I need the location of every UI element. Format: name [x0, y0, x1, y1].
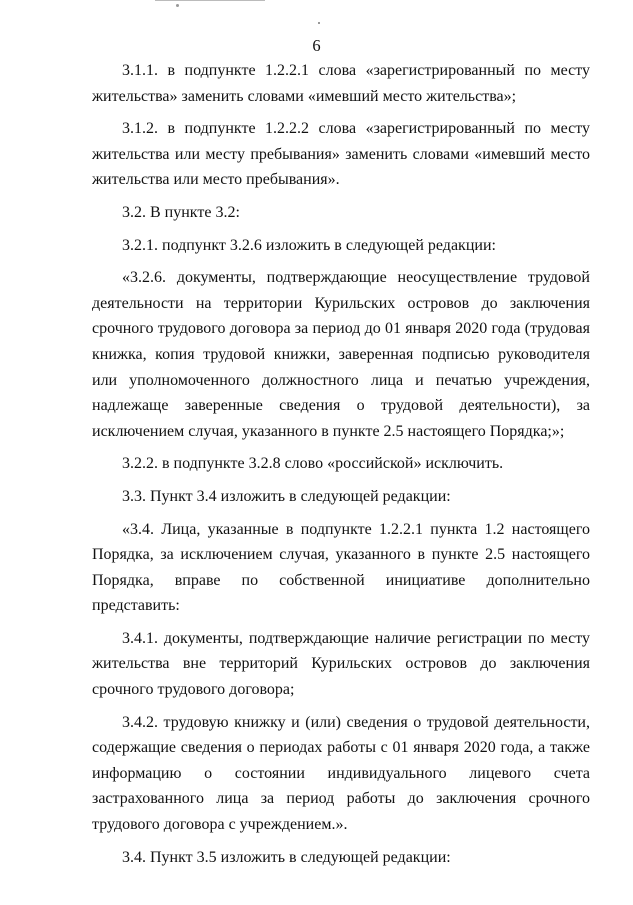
- paragraph-3-1-1: 3.1.1. в подпункте 1.2.2.1 слова «зарегистрированный по месту жительства» заменить словами «имевший место жительства»;: [92, 62, 590, 105]
- paragraph-3-2-1: 3.2.1. подпункт 3.2.6 изложить в следующей редакции:: [122, 236, 496, 254]
- paragraph-3-2-2: 3.2.2. в подпункте 3.2.8 слово «российской» исключить.: [122, 455, 504, 473]
- paragraph-3-4: 3.4. Пункт 3.5 изложить в следующей редакции:: [122, 848, 451, 866]
- paragraph-3-3: 3.3. Пункт 3.4 изложить в следующей редакции:: [122, 487, 451, 505]
- paragraph-3-4-quote: «3.4. Лица, указанные в подпункте 1.2.2.1 пункта 1.2 настоящего Порядка, за исключением случая, указанного в пункте 2.5 настоящего Порядка, вправе по собственной инициативе дополнительно представить:: [92, 520, 590, 615]
- paragraph-3-2-6-quote: «3.2.6. документы, подтверждающие неосуществление трудовой деятельности на территории Курильских островов до заключения срочного трудового договора за период до 01 января 2020 года (трудовая книжка, копия трудовой книжки, заверенная подписью руководителя или уполномоченного должностного лица и печатью учреждения, надлежаще заверенные сведения о трудовой деятельности), за исключением случая, указанного в пункте 2.5 настоящего Порядка;»;: [92, 269, 590, 440]
- paragraph-3-2: 3.2. В пункте 3.2:: [122, 203, 240, 221]
- paragraph-3-4-1: 3.4.1. документы, подтверждающие наличие регистрации по месту жительства вне территорий Курильских островов до заключения срочного трудового договора;: [92, 629, 590, 699]
- page-number: 6: [312, 36, 321, 55]
- scan-artifact-top: [155, 0, 265, 1]
- scan-artifact-dot: [318, 22, 320, 24]
- paragraph-3-1-2: 3.1.2. в подпункте 1.2.2.2 слова «зарегистрированный по месту жительства или месту пребывания» заменить словами «имевший место жительства или место пребывания».: [92, 120, 590, 189]
- paragraph-3-4-2: 3.4.2. трудовую книжку и (или) сведения о трудовой деятельности, содержащие сведения о периодах работы с 01 января 2020 года, а также информацию о состоянии индивидуального лицевого счета застрахованного лица за период работы до заключения срочного трудового договора с учреждением.».: [92, 713, 590, 834]
- document-body: [92, 58, 590, 877]
- scan-artifact-dot: [176, 4, 179, 7]
